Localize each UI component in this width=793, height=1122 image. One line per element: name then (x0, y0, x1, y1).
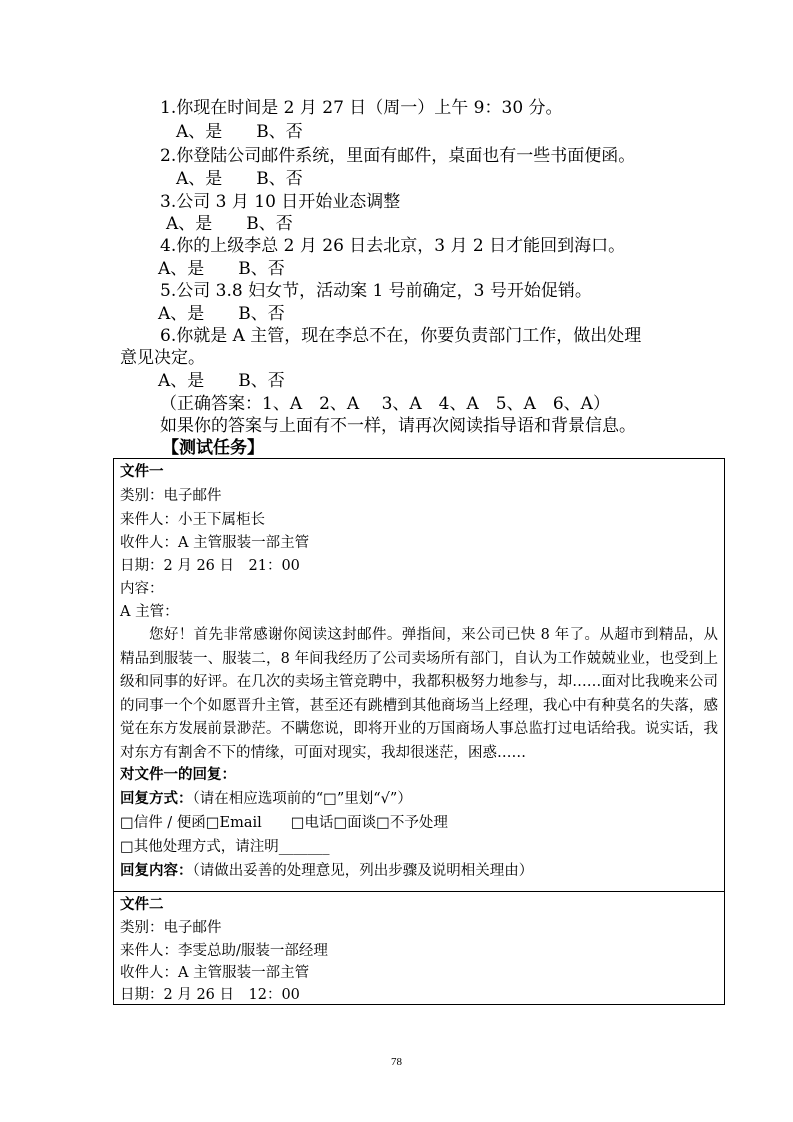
reply-content-hint: （请做出妥善的处理意见，列出步骤及说明相关理由） (192, 863, 534, 879)
correct-answers: （正确答案：1、A 2、A 3、A 4、A 5、A 6、A） (160, 394, 610, 414)
task-heading: 【测试任务】 (162, 438, 264, 458)
question-1: 1.你现在时间是 2 月 27 日（周一）上午 9：30 分。 (160, 98, 563, 118)
question-6: 6.你就是 A 主管，现在李总不在，你要负责部门工作，做出处理 (160, 326, 642, 346)
file2-box (113, 891, 725, 1005)
question-5: 5.公司 3.8 妇女节，活动案 1 号前确定，3 号开始促销。 (160, 281, 592, 301)
page-number: 78 (391, 1056, 402, 1068)
file1-reply-method (120, 789, 412, 809)
question-3-options: A、是 B、否 (166, 214, 293, 234)
reply-method-label: 回复方式： (120, 790, 193, 807)
question-1-options: A、是 B、否 (176, 122, 303, 142)
file1-reply-options[interactable]: □信件 / 便函□Email □电话□面谈□不予处理 (120, 815, 448, 831)
reply-content-label: 回复内容： (120, 862, 193, 879)
file2-sender: 来件人：李雯总助/服装一部经理 (120, 943, 328, 959)
file1-reply-heading: 对文件一的回复： (120, 766, 236, 783)
file2-recipient: 收件人：A 主管服装一部主管 (120, 965, 310, 981)
file1-recipient: 收件人：A 主管服装一部主管 (120, 535, 310, 551)
question-2: 2.你登陆公司邮件系统，里面有邮件，桌面也有一些书面便函。 (160, 146, 636, 166)
file1-box (113, 458, 725, 892)
file1-sender: 来件人：小王下属柜长 (120, 512, 265, 528)
question-4: 4.你的上级李总 2 月 26 日去北京，3 月 2 日才能回到海口。 (160, 236, 626, 256)
file1-category: 类别：电子邮件 (120, 488, 222, 504)
question-5-options: A、是 B、否 (158, 304, 285, 324)
reminder-text: 如果你的答案与上面有不一样，请再次阅读指导语和背景信息。 (160, 416, 636, 436)
question-2-options: A、是 B、否 (176, 169, 303, 189)
question-3: 3.公司 3 月 10 日开始业态调整 (160, 192, 401, 212)
file1-salutation: A 主管： (120, 604, 179, 620)
file1-body: 您好！首先非常感谢你阅读这封邮件。弹指间，来公司已快 8 年了。从超市到精品，从精品到服装一、服装二，8 年间我经历了公司卖场所有部门，自认为工作兢兢业业，也受到上级和同事的好评。在几次的卖场主管竞聘中，我都积极努力地参与，却……面对比我晚来公司的同事一个个如愿晋升主管，甚至还有跳槽到其他商场当上经理，我心中有种莫名的失落，感觉在东方发展前景渺茫。不瞒您说，即将开业的万国商场人事总监打过电话给我。说实话，我对东方有割舍不下的情缘，可面对现实，我却很迷茫，困惑…… (120, 627, 718, 761)
file2-date: 日期：2 月 26 日 12：00 (120, 987, 300, 1003)
file1-date: 日期：2 月 26 日 21：00 (120, 558, 300, 574)
file1-reply-other[interactable]: □其他处理方式，请注明_______ (120, 839, 330, 855)
reply-method-hint: （请在相应选项前的“□”里划“√”） (192, 791, 412, 807)
question-6-continued: 意见决定。 (120, 348, 205, 368)
file1-content-label: 内容： (120, 581, 164, 597)
file1-title: 文件一 (120, 463, 164, 480)
file1-reply-content (120, 861, 533, 881)
question-4-options: A、是 B、否 (158, 259, 285, 279)
file2-title: 文件二 (120, 896, 164, 913)
question-6-options: A、是 B、否 (158, 371, 285, 391)
file2-category: 类别：电子邮件 (120, 920, 222, 936)
